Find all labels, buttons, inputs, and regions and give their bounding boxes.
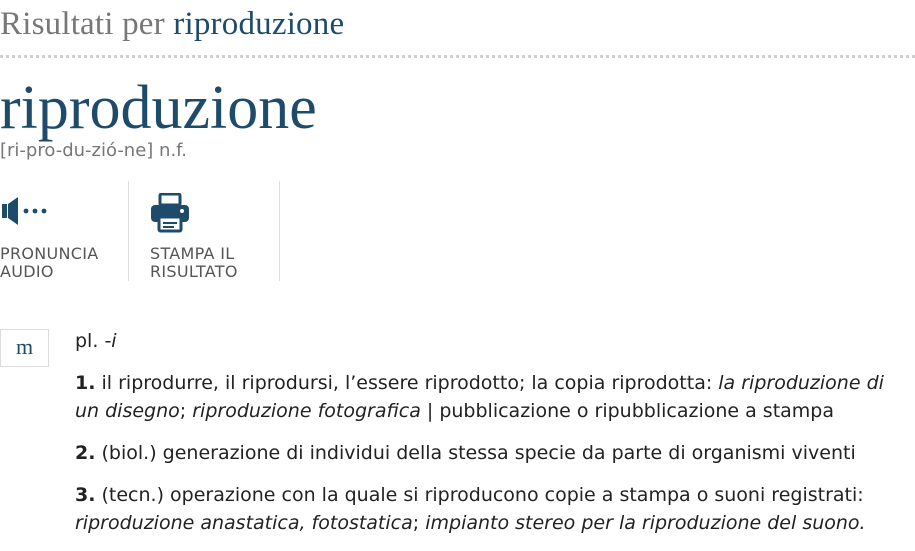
entry-phonetic: [ri-pro-du-zió-ne] n.f. xyxy=(0,140,187,161)
pronunciation-audio-label: PRONUNCIA AUDIO xyxy=(0,244,99,281)
results-term: riproduzione xyxy=(173,6,345,42)
sense-2 xyxy=(75,439,910,467)
print-result-button[interactable] xyxy=(128,181,280,281)
dotted-divider xyxy=(0,55,915,58)
sense-number: 1. xyxy=(75,372,96,394)
sense-text: (biol.) generazione di individui della stessa specie da parte di organismi viventi xyxy=(101,442,856,464)
gender-badge: m xyxy=(0,329,49,367)
plural-line xyxy=(75,327,910,355)
sense-list xyxy=(75,369,910,537)
printer-icon xyxy=(150,193,190,237)
sense-text: ; xyxy=(179,400,193,422)
sense-number: 3. xyxy=(75,484,96,506)
sense-example: riproduzione fotografica xyxy=(192,400,421,422)
sense-1 xyxy=(75,369,910,425)
sense-example: impianto stereo per la riproduzione del suono. xyxy=(425,512,866,534)
print-result-label: STAMPA IL RISULTATO xyxy=(150,244,238,281)
sense-text: il riprodurre, il riprodursi, l’essere riprodotto; la copia riprodotta: xyxy=(101,372,719,394)
sense-text: | pubblicazione o ripubblicazione a stampa xyxy=(420,400,835,422)
entry-headword: riproduzione xyxy=(0,74,317,142)
sense-example: la riproduzione di un disegno xyxy=(75,372,884,422)
results-heading xyxy=(0,6,344,43)
sense-3 xyxy=(75,481,910,537)
sense-text: ; xyxy=(412,512,426,534)
results-prefix: Risultati per xyxy=(0,6,165,42)
sense-text: (tecn.) operazione con la quale si riproducono copie a stampa o suoni registrati: xyxy=(101,484,864,506)
sense-number: 2. xyxy=(75,442,96,464)
plural-suffix: -i xyxy=(104,330,117,352)
speaker-icon xyxy=(0,193,52,233)
definitions xyxy=(75,327,910,551)
plural-label: pl. xyxy=(75,330,99,352)
sense-example: riproduzione anastatica, fotostatica xyxy=(75,512,413,534)
pronunciation-audio-button[interactable] xyxy=(0,181,129,281)
